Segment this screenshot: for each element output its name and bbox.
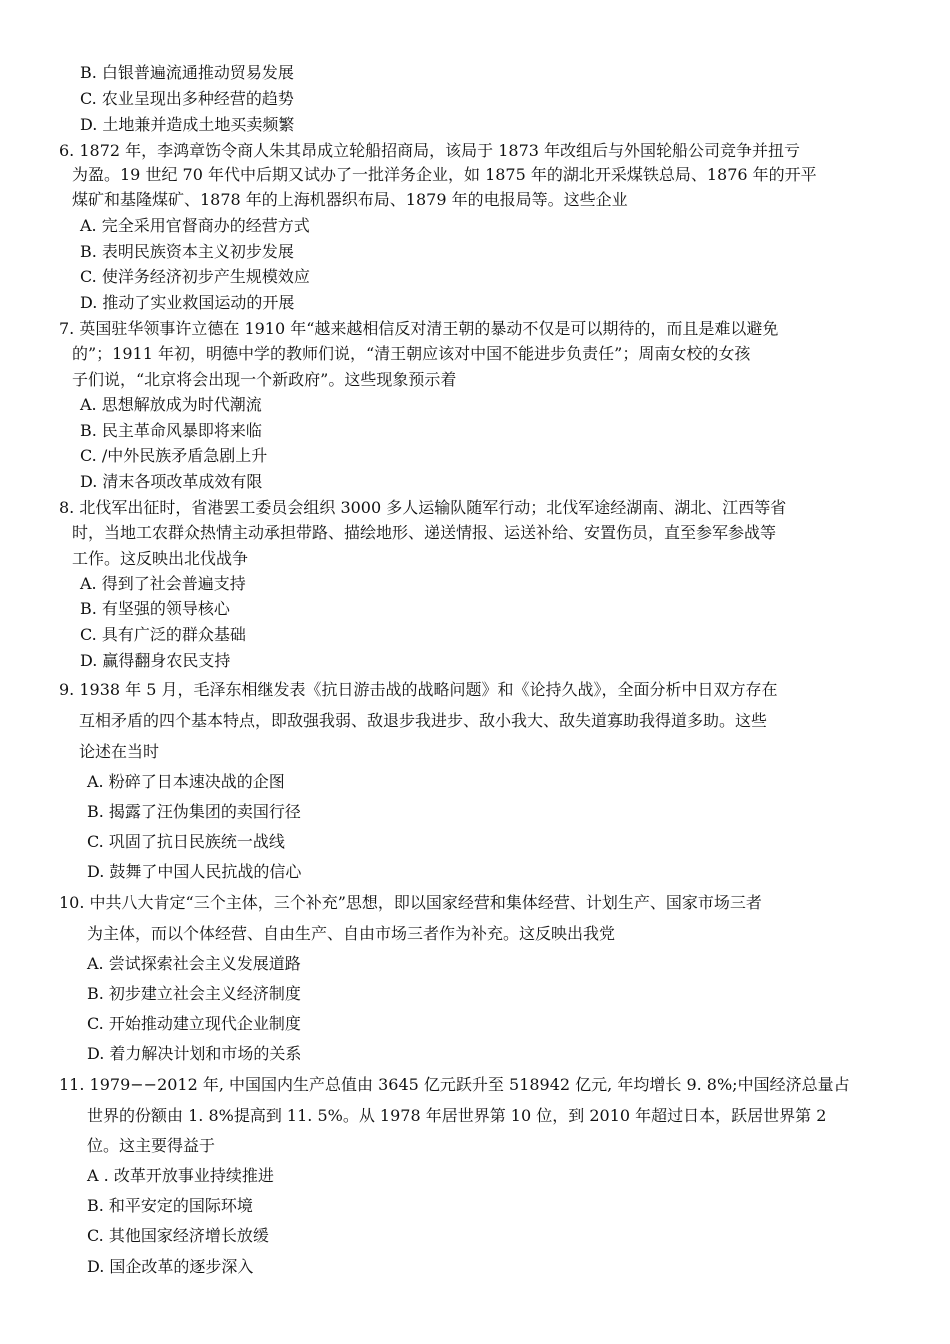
option-d: D. 推动了实业救国运动的开展 xyxy=(80,293,295,312)
option-c: C. 巩固了抗日民族统一战线 xyxy=(87,832,285,851)
option-b: B. 和平安定的国际环境 xyxy=(87,1196,253,1215)
option-a: A. 得到了社会普遍支持 xyxy=(80,574,246,593)
option-c: C. 使洋务经济初步产生规模效应 xyxy=(80,267,310,286)
question-9-stem-cont: 互相矛盾的四个基本特点，即敌强我弱、敌退步我进步、敌小我大、敌失道寡助我得道多助。这些 xyxy=(79,711,768,730)
question-10-stem-cont: 为主体，而以个体经营、自由生产、自由市场三者作为补充。这反映出我党 xyxy=(87,924,616,943)
question-8-stem: 8. 北伐军出征时，省港罢工委员会组织 3000 多人运输队随军行动；北伐军途经湖南、湖北、江西等省 xyxy=(59,498,787,517)
option-b: B. 初步建立社会主义经济制度 xyxy=(87,984,301,1003)
question-7-stem-cont: 子们说，“北京将会出现一个新政府”。这些现象预示着 xyxy=(72,370,457,389)
question-8-stem-cont: 时，当地工农群众热情主动承担带路、描绘地形、递送情报、运送补给、安置伤员，直至参军参战等 xyxy=(72,523,777,542)
option-a: A. 粉碎了日本速决战的企图 xyxy=(87,772,285,791)
option-b: B. 揭露了汪伪集团的卖国行径 xyxy=(87,802,301,821)
question-7-stem-cont: 的”；1911 年初，明德中学的教师们说，“清王朝应该对中国不能进步负责任”；周南女校的女孩 xyxy=(72,344,751,363)
option-d: D. 赢得翻身农民支持 xyxy=(80,651,231,670)
question-7-stem: 7. 英国驻华领事许立德在 1910 年“越来越相信反对清王朝的暴动不仅是可以期待的，而且是难以避免 xyxy=(59,319,779,338)
option-d: D. 着力解决计划和市场的关系 xyxy=(87,1044,302,1063)
option-b: B. 有坚强的领导核心 xyxy=(80,599,230,618)
option-c: C. 具有广泛的群众基础 xyxy=(80,625,246,644)
option-c: C. /中外民族矛盾急剧上升 xyxy=(80,446,268,465)
option-a: A. 思想解放成为时代潮流 xyxy=(80,395,262,414)
option-d: D. 鼓舞了中国人民抗战的信心 xyxy=(87,862,302,881)
option-d: D. 清末各项改革成效有限 xyxy=(80,472,263,491)
option-a: A . 改革开放事业持续推进 xyxy=(87,1166,274,1185)
question-11-stem-cont: 位。这主要得益于 xyxy=(87,1136,216,1155)
question-9-stem: 9. 1938 年 5 月，毛泽东相继发表《抗日游击战的战略问题》和《论持久战》，全面分析中日双方存在 xyxy=(59,680,778,699)
option-a: A. 完全采用官督商办的经营方式 xyxy=(80,216,310,235)
question-6-stem-cont: 为盈。19 世纪 70 年代中后期又试办了一批洋务企业，如 1875 年的湖北开采煤铁总局、1876 年的开平 xyxy=(72,165,817,184)
question-11-stem: 11. 1979−−2012 年, 中国国内生产总值由 3645 亿元跃升至 518942 亿元, 年均增长 9. 8%;中国经济总量占 xyxy=(59,1075,850,1094)
option-c: C. 农业呈现出多种经营的趋势 xyxy=(80,89,294,108)
option-c: C. 开始推动建立现代企业制度 xyxy=(87,1014,301,1033)
option-b: B. 民主革命风暴即将来临 xyxy=(80,421,262,440)
option-a: A. 尝试探索社会主义发展道路 xyxy=(87,954,301,973)
question-6-stem: 6. 1872 年，李鸿章饬令商人朱其昂成立轮船招商局，该局于 1873 年改组后与外国轮船公司竞争并扭亏 xyxy=(59,141,801,160)
question-11-stem-cont: 世界的份额由 1. 8%提高到 11. 5%。从 1978 年居世界第 10 位，到 2010 年超过日本，跃居世界第 2 xyxy=(87,1106,827,1125)
option-b: B. 白银普遍流通推动贸易发展 xyxy=(80,63,294,82)
question-6-stem-cont: 煤矿和基隆煤矿、1878 年的上海机器织布局、1879 年的电报局等。这些企业 xyxy=(72,190,628,209)
option-c: C. 其他国家经济增长放缓 xyxy=(87,1226,269,1245)
question-10-stem: 10. 中共八大肯定“三个主体，三个补充”思想，即以国家经营和集体经营、计划生产、国家市场三者 xyxy=(59,893,762,912)
option-b: B. 表明民族资本主义初步发展 xyxy=(80,242,294,261)
option-d: D. 土地兼并造成土地买卖频繁 xyxy=(80,115,295,134)
question-9-stem-cont: 论述在当时 xyxy=(79,742,160,761)
question-8-stem-cont: 工作。这反映出北伐战争 xyxy=(72,549,249,568)
option-d: D. 国企改革的逐步深入 xyxy=(87,1257,254,1276)
